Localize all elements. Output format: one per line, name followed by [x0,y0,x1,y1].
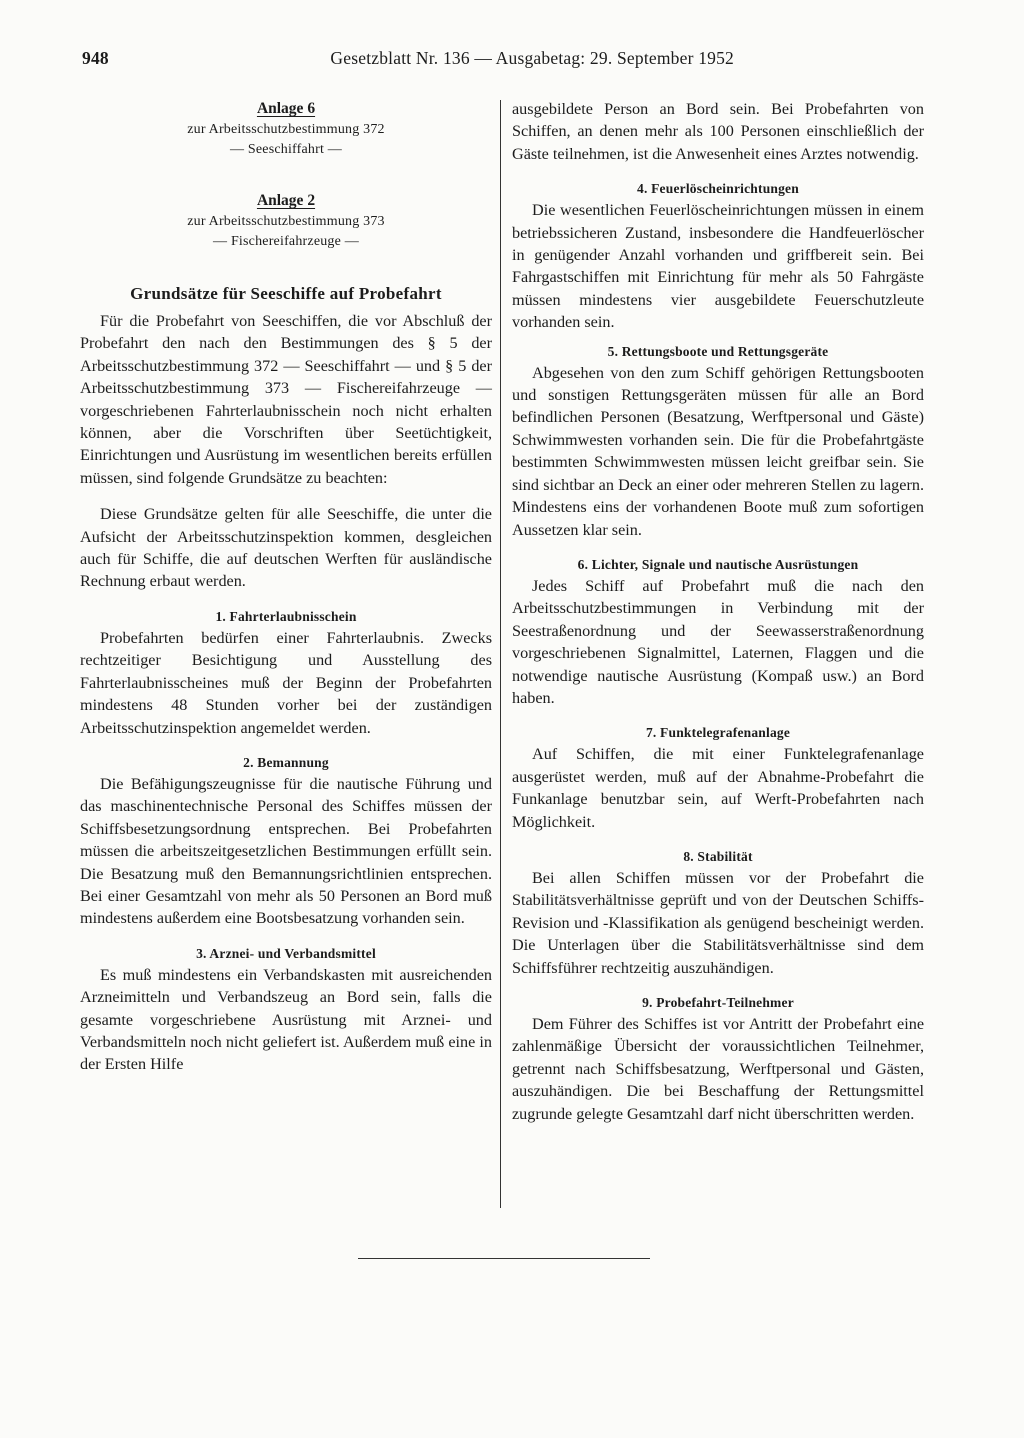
page-header [82,48,734,76]
anlage-subject: — Fischereifahrzeuge — [213,234,359,249]
left-column [80,98,492,1076]
anlage-title: Anlage 6 [256,100,316,117]
section-text: Auf Schiffen, die mit einer Funktelegrafenanlage ausgerüstet werden, muß auf der Abnahme-Probefahrt die Funkanlage benutzbar sein, auf Werft-Probefahrten nach Möglichkeit. [512,745,924,831]
column-divider [500,100,501,1208]
section-heading: 2. Bemannung [243,754,329,770]
gazette-title: Gesetzblatt Nr. 136 — Ausgabetag: 29. September 1952 [330,48,734,68]
anlage-subject: — Seeschiffahrt — [229,142,342,157]
anlage-block-1 [80,98,492,160]
anlage-block-2 [80,190,492,252]
anlage-reference: zur Arbeitsschutzbestimmung 373 [187,214,385,229]
section-heading: 3. Arznei- und Verbandsmittel [196,945,376,961]
right-column [512,98,924,1125]
section-heading: 7. Funktelegrafenanlage [645,725,791,741]
intro-paragraph: Diese Grundsätze gelten für alle Seeschiffe, die unter die Aufsicht der Arbeitsschutzinspektion kommen, desgleichen auch für Schiffe, die auf deutschen Werften für ausländische Rechnung erbaut werden. [80,505,492,591]
anlage-title: Anlage 2 [256,192,316,209]
section-text: Probefahrten bedürfen einer Fahrterlaubnis. Zwecks rechtzeitiger Besichtigung und Ausstellung des Fahrterlaubnisscheines muß der Beginn der Probefahrten mindestens 48 Stunden vorher bei der zuständigen Arbeitsschutzinspektion angemeldet werden. [80,628,492,737]
section-heading: 6. Lichter, Signale und nautische Ausrüstungen [577,556,859,572]
section-text: Bei allen Schiffen müssen vor der Probefahrt die Stabilitätsverhältnisse geprüft und von der Deutschen Schiffs-Revision und -Klassifikation als genügend bescheinigt werden. Die Unterlagen über die Stabilitätsverhältnisse sind dem Schiffsführer rechtzeitig auszuhändigen. [512,868,924,977]
section-heading: 9. Probefahrt-Teilnehmer [642,995,794,1010]
anlage-reference: zur Arbeitsschutzbestimmung 372 [187,122,385,137]
section-text: Die Befähigungszeugnisse für die nautische Führung und das maschinentechnische Personal des Schiffes müssen der Schiffsbesetzungsordnung entsprechen. Bei Probefahrten müssen die arbeitszeitgesetzlichen Bestimmungen erfüllt sein. Die Besatzung muß den Bemannungsrichtlinien entsprechen. Bei einer Gesamtzahl von mehr als 50 Personen an Bord muß mindestens außerdem eine Bootsbesatzung vorhanden sein. [80,774,492,928]
section-heading: 8. Stabilität [683,848,753,864]
section-text: Die wesentlichen Feuerlöscheinrichtungen müssen in einem betriebssicheren Zustand, insbesondere die Handfeuerlöscher in genügender Anzahl vorhanden und griffbereit sein. Bei Fahrgastschiffen mit Einrichtung für mehr als 50 Fahrgäste müssen mindestens vier ausgebildete Feuerschutzleute vorhanden sein. [512,201,924,332]
section-text-continued: ausgebildete Person an Bord sein. Bei Probefahrten von Schiffen, an denen mehr als 100 Personen einschließlich der Gäste teilnehmen, ist die Anwesenheit eines Arztes notwendig. [512,100,924,163]
section-text: Jedes Schiff auf Probefahrt muß die nach den Arbeitsschutzbestimmungen in Verbindung mit der Seestraßenordnung und der Seewasserstraßenordnung vorgeschriebenen Signalmittel, Laternen, Flaggen und die notwendige nautische Ausrüstung (Kompaß usw.) an Bord haben. [512,576,924,707]
section-heading: 1. Fahrterlaubnisschein [215,608,357,624]
section-heading: 5. Rettungsboote und Rettungsgeräte [607,343,829,359]
page-number: 948 [82,48,109,68]
section-text: Es muß mindestens ein Verbandskasten mit ausreichenden Arzneimitteln und Verbandszeug an Bord sein, falls die gesamte vorgeschriebene Ausrüstung mit Arznei- und Verbandsmitteln noch nicht geliefert ist. Außerdem muß eine in der Ersten Hilfe [80,965,492,1074]
intro-paragraph: Für die Probefahrt von Seeschiffen, die vor Abschluß der Probefahrt den nach den Bestimmungen des § 5 der Arbeitsschutzbestimmung 372 — Seeschiffahrt — und § 5 der Arbeitsschutzbestimmung 373 — Fischereifahrzeuge — vorgeschriebenen Fahrterlaubnisschein noch nicht erhalten können, aber die Vorschriften über Seetüchtigkeit, Einrichtungen und Ausrüstung im wesentlichen bereits erfüllen müssen, sind folgende Grundsätze zu beachten: [80,312,492,487]
section-text: Abgesehen von den zum Schiff gehörigen Rettungsbooten und sonstigen Rettungsgeräten müssen für alle an Bord befindlichen Personen (Besatzung, Werftpersonal und Gäste) Schwimmwesten vorhanden sein. Die für die Probefahrtgäste bestimmten Schwimmwesten müssen leicht greifbar sein. Sie sind sichtbar an Deck an einer oder mehreren Stellen zu lagern. Mindestens eins der vorhandenen Boote muß zum sofortigen Aussetzen klar sein. [512,363,924,539]
main-title: Grundsätze für Seeschiffe auf Probefahrt [130,284,442,303]
section-text: Dem Führer des Schiffes ist vor Antritt der Probefahrt eine zahlenmäßige Übersicht der voraussichtlichen Teilnehmer, getrennt nach Schiffsbesatzung, Werftpersonal und Gästen, auszuhändigen. Die bei Beschaffung der Rettungsmittel zugrunde gelegte Gesamtzahl darf nicht überschritten werden. [512,1015,924,1123]
section-heading: 4. Feuerlöscheinrichtungen [637,181,799,197]
footer-rule [358,1258,650,1259]
